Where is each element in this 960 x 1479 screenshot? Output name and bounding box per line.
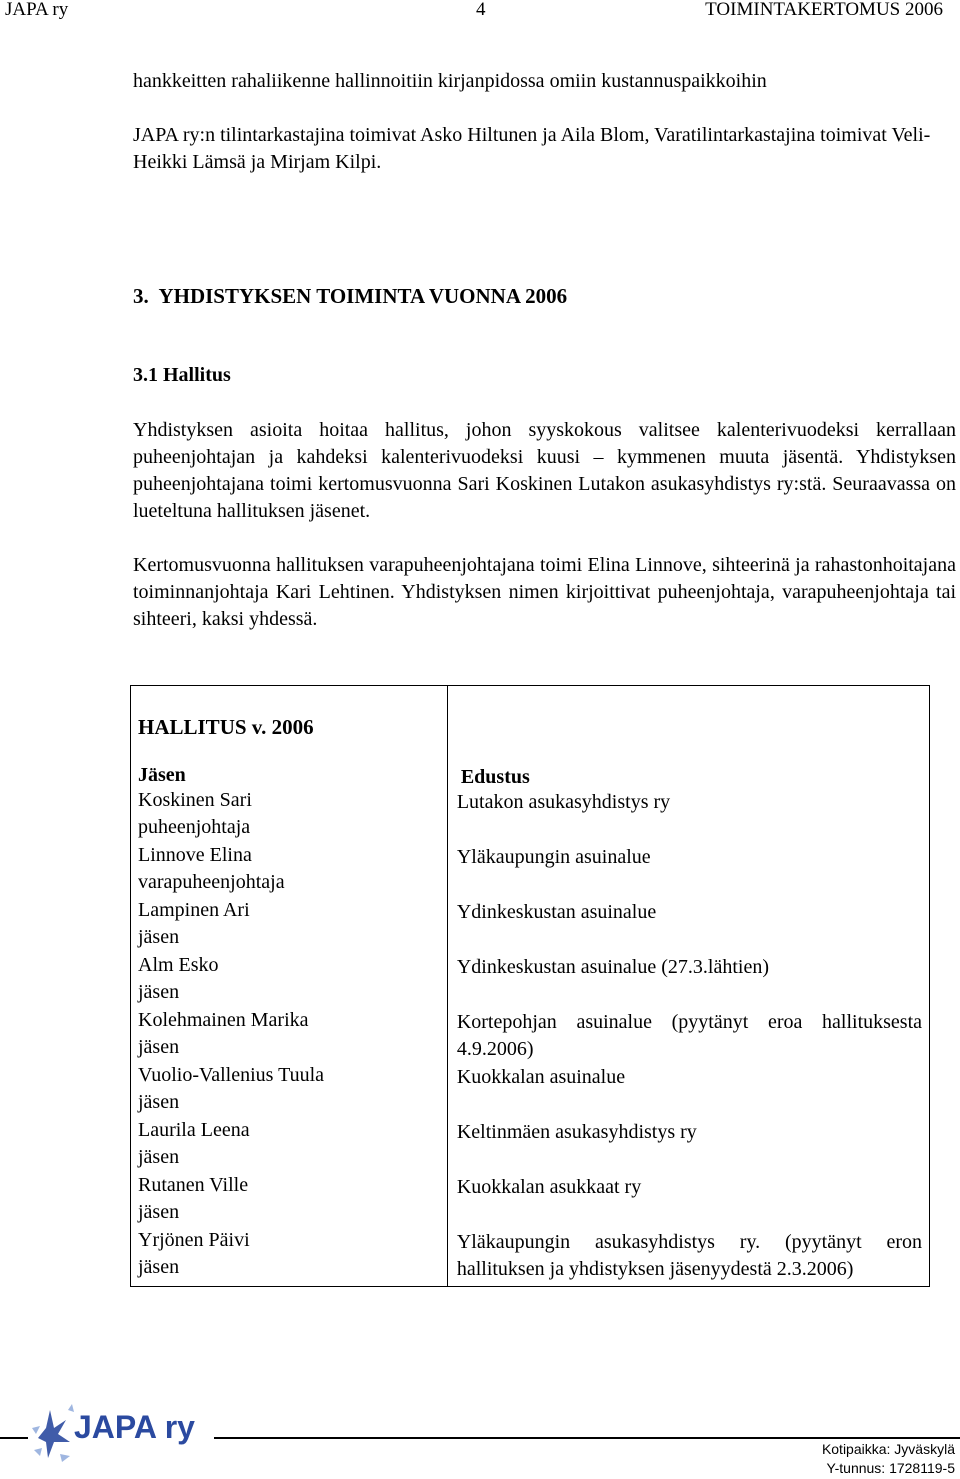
member-column-header: Jäsen xyxy=(138,764,186,786)
board-title: HALLITUS v. 2006 xyxy=(138,715,314,739)
member-role: jäsen xyxy=(138,1091,180,1113)
logo-text: JAPA ry xyxy=(74,1409,195,1445)
member-entry xyxy=(138,1227,440,1281)
members-column xyxy=(131,686,448,1287)
representation-entry: Yläkaupungin asukasyhdistys ry. (pyytänyt eron hallituksen ja yhdistyksen jäsenyydestä 2.3.2006) xyxy=(456,1231,922,1280)
section-heading: 3. YHDISTYKSEN TOIMINTA VUONNA 2006 xyxy=(133,284,568,308)
representation-column-header: Edustus xyxy=(460,766,530,788)
member-role: jäsen xyxy=(138,981,180,1003)
member-entry xyxy=(138,1062,440,1116)
representation-entry: Kortepohjan asuinalue (pyytänyt eroa hallituksesta 4.9.2006) xyxy=(456,1011,922,1060)
member-name: Linnove Elina xyxy=(138,844,252,866)
board-description: Yhdistyksen asioita hoitaa hallitus, johon syyskokous valitsee kalenterivuodeksi kerrallaan puheenjohtajan ja kahdeksi kalenterivuodeksi kuusi – kymmenen muuta jäsentä. Yhdistyksen puheenjohtajana toimi kertomusvuonna Sari Koskinen Lutakon asukasyhdistys ry:stä. Seuraavassa on lueteltuna hallituksen jäsenet. xyxy=(133,419,956,522)
header-left: JAPA ry xyxy=(5,0,69,20)
japa-logo xyxy=(30,1398,230,1468)
member-name: Yrjönen Päivi xyxy=(138,1229,250,1251)
member-name: Alm Esko xyxy=(138,954,219,976)
member-name: Laurila Leena xyxy=(138,1119,250,1141)
representation-column xyxy=(447,686,929,1287)
member-entry xyxy=(138,1007,440,1061)
member-entry xyxy=(138,842,440,896)
board-officers-paragraph: Kertomusvuonna hallituksen varapuheenjohtajana toimi Elina Linnove, sihteerinä ja rahastonhoitajana toiminnanjohtaja Kari Lehtinen. Yhdistyksen nimen kirjoittivat puheenjohtaja, varapuheenjohtaja tai sihteeri, kaksi yhdessä. xyxy=(133,554,956,630)
star-swirl-logo-icon xyxy=(30,1398,230,1468)
member-entry xyxy=(138,1117,440,1171)
member-entry xyxy=(138,1172,440,1226)
footer-rule-left xyxy=(0,1437,28,1439)
member-role: jäsen xyxy=(138,926,180,948)
representation-entry: Ydinkeskustan asuinalue xyxy=(456,901,657,923)
member-entry xyxy=(138,952,440,1006)
member-entry xyxy=(138,787,440,841)
member-entry xyxy=(138,897,440,951)
member-name: Rutanen Ville xyxy=(138,1174,249,1196)
representation-entry: Keltinmäen asukasyhdistys ry xyxy=(456,1121,697,1143)
member-name: Lampinen Ari xyxy=(138,899,250,921)
page-number: 4 xyxy=(476,0,486,20)
member-role: puheenjohtaja xyxy=(138,816,251,838)
header-right: TOIMINTAKERTOMUS 2006 xyxy=(705,0,943,20)
footer-rule-right xyxy=(214,1437,960,1439)
member-role: jäsen xyxy=(138,1036,180,1058)
member-role: jäsen xyxy=(138,1256,180,1278)
member-name: Koskinen Sari xyxy=(138,789,252,811)
auditors-paragraph: JAPA ry:n tilintarkastajina toimivat Asko Hiltunen ja Aila Blom, Varatilintarkastajina toimivat Veli-Heikki Lämsä ja Mirjam Kilpi. xyxy=(133,124,931,173)
representation-entry: Yläkaupungin asuinalue xyxy=(456,846,651,868)
member-name: Kolehmainen Marika xyxy=(138,1009,309,1031)
board-table xyxy=(130,685,930,1287)
representation-entry: Kuokkalan asukkaat ry xyxy=(456,1176,642,1198)
member-role: varapuheenjohtaja xyxy=(138,871,285,893)
registered-seat: Kotipaikka: Jyväskylä xyxy=(821,1441,955,1457)
representation-entry: Kuokkalan asuinalue xyxy=(456,1066,626,1088)
representation-entry: Lutakon asukasyhdistys ry xyxy=(456,791,671,813)
representation-entry: Ydinkeskustan asuinalue (27.3.lähtien) xyxy=(456,956,769,978)
member-name: Vuolio-Vallenius Tuula xyxy=(138,1064,325,1086)
member-role: jäsen xyxy=(138,1146,180,1168)
member-role: jäsen xyxy=(138,1201,180,1223)
intro-line: hankkeitten rahaliikenne hallinnoitiin kirjanpidossa omiin kustannuspaikkoihin xyxy=(133,70,767,92)
subsection-heading: 3.1 Hallitus xyxy=(133,364,231,386)
table-body-row xyxy=(131,686,930,1287)
business-id: Y-tunnus: 1728119-5 xyxy=(826,1460,955,1476)
